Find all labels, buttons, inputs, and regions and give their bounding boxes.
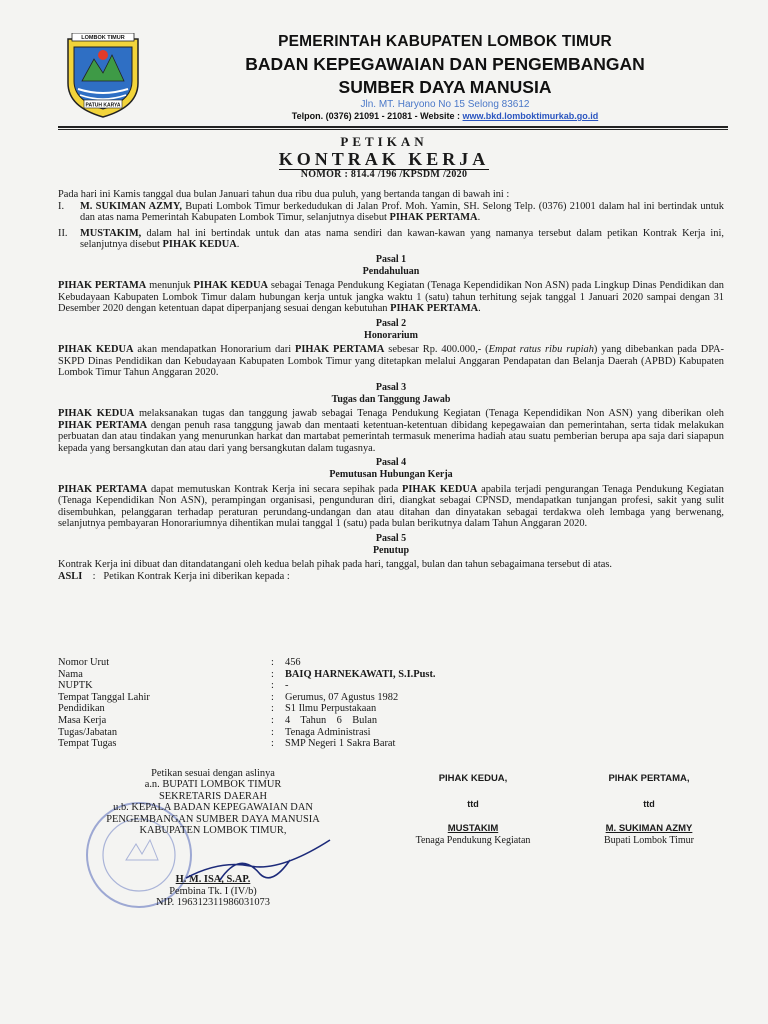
term: PIHAK PERTAMA (58, 280, 147, 292)
colon: : (271, 703, 274, 715)
header-agency-sub: SUMBER DAYA MANUSIA (338, 77, 552, 97)
term: PIHAK PERTAMA (58, 483, 148, 495)
field-label: Tempat Tugas (58, 738, 117, 750)
doc-type: PETIKAN (340, 134, 428, 149)
party-number: I. (58, 200, 65, 212)
field-label: Tugas/Jabatan (58, 726, 118, 738)
pasal-2-text (58, 344, 724, 379)
colon: : (271, 668, 274, 680)
field-label: Pendidikan (58, 703, 105, 715)
colon: : (271, 680, 274, 692)
text: . (478, 303, 481, 315)
pasal-5-text: Kontrak Kerja ini dibuat dan ditandatangani oleh kedua belah pihak pada hari, tanggal, bulan dan tahun sebagaimana tersebut di atas. (58, 559, 612, 571)
field-value: SMP Negeri 1 Sakra Barat (285, 738, 396, 750)
sign-role: Tenaga Pendukung Kegiatan (415, 835, 531, 846)
field-value: Tenaga Administrasi (285, 726, 371, 738)
pasal-3-number: Pasal 3 (375, 381, 407, 393)
pasal-2-number: Pasal 2 (375, 317, 407, 329)
text: melaksanakan tugas dan tanggung jawab sebagai Tenaga Pendukung Kegiatan (Tenaga Kependidikan Non ASN) yang diberikan oleh (134, 408, 724, 420)
header-rule-thin (58, 129, 728, 130)
colon: : (271, 726, 274, 738)
field-label: Tempat Tanggal Lahir (58, 691, 150, 703)
field-value: Gerumus, 07 Agustus 1982 (285, 691, 399, 703)
auth-line: Petikan sesuai dengan aslinya (151, 768, 275, 779)
sign-name: M. SUKIMAN AZMY (605, 823, 693, 834)
sign-role: Bupati Lombok Timur (603, 835, 694, 846)
table-row (58, 727, 585, 739)
party-text (80, 201, 724, 224)
pasal-5-title: Penutup (372, 544, 410, 556)
party-desc: dalam hal ini bertindak untuk dan atas nama sendiri dan kawan-kawan yang namanya tersebut dalam petikan Kontrak Kerja ini, selanjutnya disebut (80, 227, 724, 251)
party-desc: Bupati Lombok Timur berkedudukan di Jalan Prof. Moh. Yamin, SH. Selong Telp. (0376) 21001 dalam hal ini bertindak untuk dan atas nama Pemerintah Kabupaten Lombok Timur, selanjutnya disebut (80, 200, 724, 224)
header-government: PEMERINTAH KABUPATEN LOMBOK TIMUR (278, 33, 612, 50)
term: PIHAK KEDUA (193, 280, 268, 292)
text: dapat memutuskan Kontrak Kerja ini secara sepihak pada (147, 483, 402, 495)
doc-number: NOMOR : 814.4 /196 /KPSDM /2020 (300, 169, 468, 180)
header-contact (160, 111, 730, 121)
text: dengan penuh rasa tanggung jawab dan mentaati ketentuan-ketentuan dibidang kepegawaian dan pemerintahan, serta tidak melakukan perbuatan dan atau tindakan yang menurunkan harkat dan martabat pemerintah termasuk menerima hadiah atau suatu pemberian berupa apa saja dari siapapun kepada yang bersangkutan dan atau dari yang bersangkutan dalam tugasnya. (58, 419, 724, 454)
intro-paragraph: Pada hari ini Kamis tanggal dua bulan Januari tahun dua ribu dua puluh, yang bertanda tangan di bawah ini : (58, 189, 510, 200)
pasal-4-text (58, 484, 724, 530)
field-label: Nomor Urut (58, 657, 110, 668)
asli-label: ASLI (58, 570, 83, 582)
sign-pihak-kedua (392, 773, 554, 847)
contract-body (58, 189, 724, 582)
recipient-data (58, 657, 585, 750)
colon: : (271, 657, 274, 668)
text: sebesar Rp. 400.000,- ( (384, 344, 489, 356)
field-label: Masa Kerja (58, 714, 107, 726)
pasal-3-title: Tugas dan Tanggung Jawab (331, 393, 451, 405)
table-row (58, 680, 585, 692)
text: sebagai Tenaga Pendukung Kegiatan (Tenaga Kependidikan Non ASN) pada Lingkup Dinas Pendidikan dan Kebudayaan Kabupaten Lombok Timur dalam hubungan kerja untuk jangka waktu 1 (satu) tahun terhitung sejak tanggal 1 Januari 2020 sampai dengan 31 Desember 2020 dengan ketentuan dapat diperpanjang sesuai dengan kebutuhan (58, 280, 725, 315)
table-row (58, 657, 585, 669)
sign-title: PIHAK PERTAMA, (608, 773, 690, 784)
lombok-timur-emblem (60, 33, 146, 119)
term: PIHAK PERTAMA (295, 344, 385, 356)
pasal-1-text (58, 280, 724, 315)
field-value: 456 (285, 657, 301, 668)
sign-name: MUSTAKIM (447, 823, 499, 834)
auth-name: H. M. ISA, S.AP. (175, 874, 251, 886)
table-row (58, 738, 585, 750)
sign-ttd: ttd (467, 799, 479, 809)
header-address: Jln. MT. Haryono No 15 Selong 83612 (360, 99, 530, 110)
website-link[interactable]: www.bkd.lomboktimurkab.go.id (462, 111, 599, 121)
party-text (80, 228, 724, 251)
field-value: - (285, 680, 289, 692)
colon: : (271, 714, 274, 726)
asli-text: Petikan Kontrak Kerja ini diberikan kepada : (103, 570, 290, 582)
field-value: BAIQ HARNEKAWATI, S.I.Pust. (285, 668, 436, 680)
table-row (58, 703, 585, 715)
field-value: 4 Tahun 6 Bulan (285, 714, 378, 726)
text: menunjuk (146, 280, 194, 292)
sign-ttd: ttd (643, 799, 655, 809)
field-label: NUPTK (58, 680, 93, 692)
auth-rank: Pembina Tk. I (IV/b) (169, 885, 257, 897)
table-row (58, 715, 585, 727)
colon: : (271, 691, 274, 703)
pasal-4-number: Pasal 4 (375, 457, 407, 469)
contact-phone: Telpon. (0376) 21091 - 21081 - Website : (291, 111, 463, 121)
pasal-1-title: Pendahuluan (362, 265, 420, 277)
party-name: M. SUKIMAN AZMY, (80, 200, 182, 212)
text: akan mendapatkan Honorarium dari (133, 344, 296, 356)
party-name: MUSTAKIM, (80, 227, 142, 239)
amount-words: Empat ratus ribu rupiah (488, 344, 594, 356)
table-row (58, 669, 585, 681)
term: PIHAK PERTAMA (58, 419, 148, 431)
pasal-1-number: Pasal 1 (375, 253, 407, 265)
signature-scribble-icon (180, 830, 340, 890)
auth-line: u.b. KEPALA BADAN KEPEGAWAIAN DAN (113, 802, 313, 814)
sign-title: PIHAK KEDUA, (438, 773, 508, 784)
auth-nip: NIP. 196312311986031073 (156, 897, 270, 909)
party-number: II. (58, 227, 68, 239)
auth-line: KABUPATEN LOMBOK TIMUR, (139, 825, 287, 837)
header-rule-thick (58, 126, 728, 128)
doc-title (0, 149, 768, 170)
asli-line (58, 571, 724, 583)
text: apabila terjadi pengurangan Tenaga Pendukung Kegiatan (Tenaga Kependidikan Non ASN), perampingan organisasi, pengunduran diri, diangkat sebagai CPNSD, mendapatkan tunjangan profesi, sakit yang sulit disembuhkan, pelanggaran terhadap peraturan perundang-undangan dan atau ditahan dan dinyatakan sebagai terdakwa oleh lembaga yang berwenang, selanjutnya pembayaran Honorariumnya dihentikan mulai tanggal 1 (satu) pada bulan berikutnya dalam Tahun Anggaran 2020. (58, 483, 724, 530)
sign-pihak-pertama (574, 773, 724, 847)
party-end: . (236, 239, 240, 251)
auth-line: SEKRETARIS DAERAH (159, 790, 267, 802)
party-end: . (477, 212, 481, 224)
table-row (58, 692, 585, 704)
term: PIHAK KEDUA (402, 483, 478, 495)
doc-title-text: KONTRAK KERJA (278, 149, 490, 169)
colon: : (271, 738, 274, 750)
pasal-3-text (58, 408, 724, 454)
text: ) yang dibebankan pada DPA-SKPD Dinas Pendidikan dan Kebudayaan Kabupaten Lombok Timur yang ditetapkan melalui Anggaran Pendapatan dan Belanja Daerah (APBD) Kabupaten Lombok Timur Tahun Anggaran 2020. (58, 344, 725, 379)
party-first (58, 201, 724, 224)
party-alias: PIHAK PERTAMA (389, 212, 478, 224)
emblem-label: LOMBOK TIMUR (81, 35, 125, 41)
term: PIHAK PERTAMA (390, 303, 479, 315)
pasal-2-title: Honorarium (364, 329, 418, 341)
field-value: S1 Ilmu Perpustakaan (285, 703, 377, 715)
party-alias: PIHAK KEDUA (162, 239, 237, 251)
header-agency: BADAN KEPEGAWAIAN DAN PENGEMBANGAN (245, 54, 645, 74)
auth-line: a.n. BUPATI LOMBOK TIMUR (144, 779, 282, 791)
term: PIHAK KEDUA (58, 344, 134, 356)
auth-line: PENGEMBANGAN SUMBER DAYA MANUSIA (106, 813, 320, 825)
party-second (58, 228, 724, 251)
field-label: Nama (58, 668, 83, 680)
pasal-5-number: Pasal 5 (375, 533, 407, 545)
asli-sep: : (92, 570, 96, 582)
pasal-4-title: Pemutusan Hubungan Kerja (329, 469, 453, 481)
emblem-motto: PATUH KARYA (85, 102, 121, 109)
term: PIHAK KEDUA (58, 408, 135, 420)
